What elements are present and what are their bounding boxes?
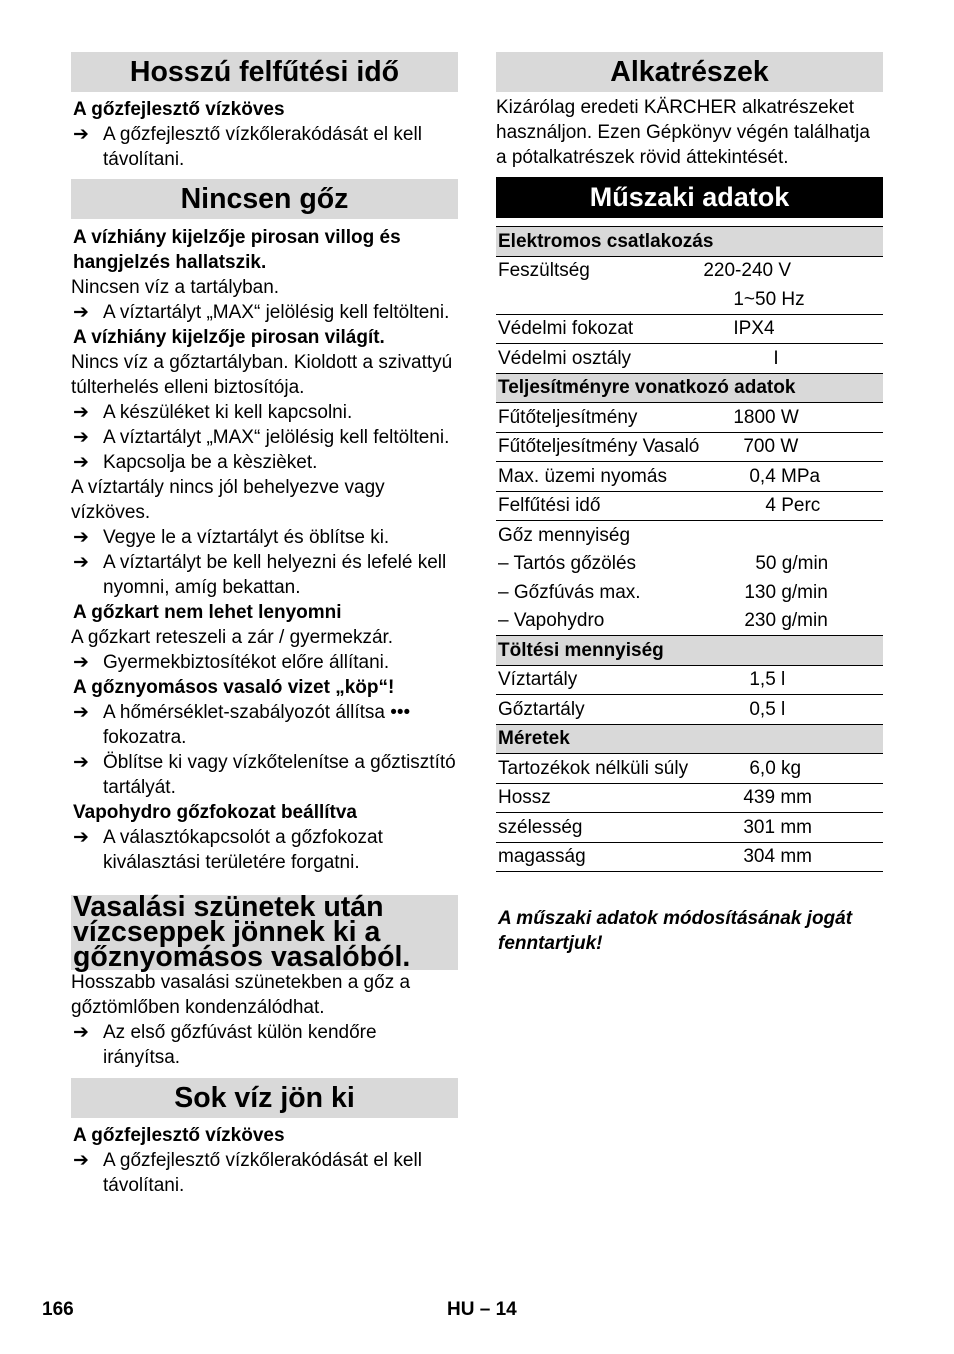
section-title: Hosszú felfűtési idő [71,52,458,92]
page-code: HU – 14 [447,1299,517,1320]
paragraph: Nincsen víz a tartályban. [71,277,280,298]
table-row: – Vapohydro 230 g/min [496,607,883,636]
table-row: Tartozékok nélküli súly 6,0 kg [496,754,883,784]
table-row: Max. üzemi nyomás 0,4 MPa [496,462,883,492]
table-row: Gőz mennyiség [498,524,631,546]
arrow-right-icon: ➔ [73,827,89,848]
section-title: Nincsen gőz [71,179,458,219]
table-row: – Gőzfúvás max. 130 g/min [498,581,828,603]
list-item: ➔ A választókapcsolót a gőzfokozat kiválasztási területére forgatni. [73,827,383,873]
tech-data-title: Műszaki adatok [496,177,883,218]
spec-table [496,226,883,872]
paragraph: A gőzkart reteszeli a zár / gyermekzár. [71,627,394,648]
list-item: ➔ A víztartályt „MAX“ jelölésig kell feltölteni. [73,302,450,323]
table-row: – Tartós gőzölés 50 g/min [498,553,829,575]
arrow-right-icon: ➔ [73,702,89,723]
left-column [71,52,458,1198]
list-item: ➔ Öblítse ki vagy vízkőtelenítse a gőztisztító tartályát. [73,752,456,798]
right-column [496,52,883,956]
arrow-right-icon: ➔ [73,527,89,548]
paragraph: Hosszabb vasalási szünetekben a gőz a gőztömlőben kondenzálódhat. [71,972,411,1018]
table-row: Felfűtési idő 4 Perc [496,491,883,521]
paragraph: Nincs víz a gőztartályban. Kioldott a szivattyú túlterhelés elleni biztosítója. [71,352,453,398]
arrow-right-icon: ➔ [73,452,89,473]
sub-heading: A vízhiány kijelzője pirosan villog és hangjelzés hallatszik. [73,227,401,273]
table-row: Védelmi fokozat IPX4 [496,314,883,344]
sub-heading: A gőzfejlesztő vízköves [73,1125,285,1146]
sub-heading: A gőznyomásos vasaló vizet „köp“! [73,677,395,698]
list-item: ➔ Kapcsolja be a kèszièket. [73,452,318,473]
list-item: ➔ A víztartályt be kell helyezni és lefelé kell nyomni, amíg bekattan. [73,552,447,598]
table-row: Méretek [496,724,883,754]
disclaimer-note: A műszaki adatok módosításának jogát fenntartjuk! [498,908,853,954]
arrow-right-icon: ➔ [73,1022,89,1043]
list-item: ➔ A készüléket ki kell kapcsolni. [73,402,353,423]
list-item: ➔ Vegye le a víztartályt és öblítse ki. [73,527,390,548]
arrow-right-icon: ➔ [73,124,89,145]
list-item: ➔ Gyermekbiztosítékot előre állítani. [73,652,390,673]
table-row: Feszültség 220-240 V [498,260,792,282]
table-row: Elektromos csatlakozás [496,227,883,257]
page-number: 166 [42,1299,74,1320]
section-title: Vasalási szünetek után vízcseppek jönnek ki a gőznyomásos vasalóból. [71,895,458,970]
table-row: Töltési mennyiség [496,636,883,666]
table-row: Védelmi osztály I [496,344,883,374]
table-row: Teljesítményre vonatkozó adatok [496,373,883,403]
list-item: ➔ A víztartályt „MAX“ jelölésig kell feltölteni. [73,427,450,448]
arrow-right-icon: ➔ [73,302,89,323]
arrow-right-icon: ➔ [73,552,89,573]
table-row: Hossz 439 mm [496,783,883,813]
paragraph: Kizárólag eredeti KÄRCHER alkatrészeket használjon. Ezen Gépkönyv végén találhatja a pótalkatrészek rövid áttekintését. [496,97,870,168]
arrow-right-icon: ➔ [73,652,89,673]
arrow-right-icon: ➔ [73,402,89,423]
list-item: ➔ A hőmérséklet-szabályozót állítsa ••• fokozatra. [73,702,411,748]
table-row: Fűtőteljesítmény Vasaló 700 W [496,432,883,462]
sub-heading: A vízhiány kijelzője pirosan világít. [73,327,385,348]
table-row: magasság 304 mm [496,842,883,872]
list-item: ➔ Az első gőzfúvást külön kendőre irányítsa. [73,1022,377,1068]
paragraph: A víztartály nincs jól behelyezve vagy vízköves. [71,477,385,523]
arrow-right-icon: ➔ [73,752,89,773]
list-item: ➔ A gőzfejlesztő vízkőlerakódását el kell távolítani. [73,1150,422,1196]
arrow-right-icon: ➔ [73,1150,89,1171]
section-title: Alkatrészek [496,52,883,92]
section-title: Sok víz jön ki [71,1078,458,1118]
table-row: szélesség 301 mm [496,813,883,843]
table-row: Fűtőteljesítmény 1800 W [496,403,883,433]
sub-heading: A gőzkart nem lehet lenyomni [73,602,342,623]
table-row: 1~50 Hz [496,285,883,314]
sub-heading: A gőzfejlesztő vízköves [73,99,285,120]
arrow-right-icon: ➔ [73,427,89,448]
table-row: Gőztartály 0,5 l [496,695,883,725]
table-row: Víztartály 1,5 l [496,665,883,695]
sub-heading: Vapohydro gőzfokozat beállítva [73,802,357,823]
list-item: ➔ A gőzfejlesztő vízkőlerakódását el kell távolítani. [73,124,422,170]
